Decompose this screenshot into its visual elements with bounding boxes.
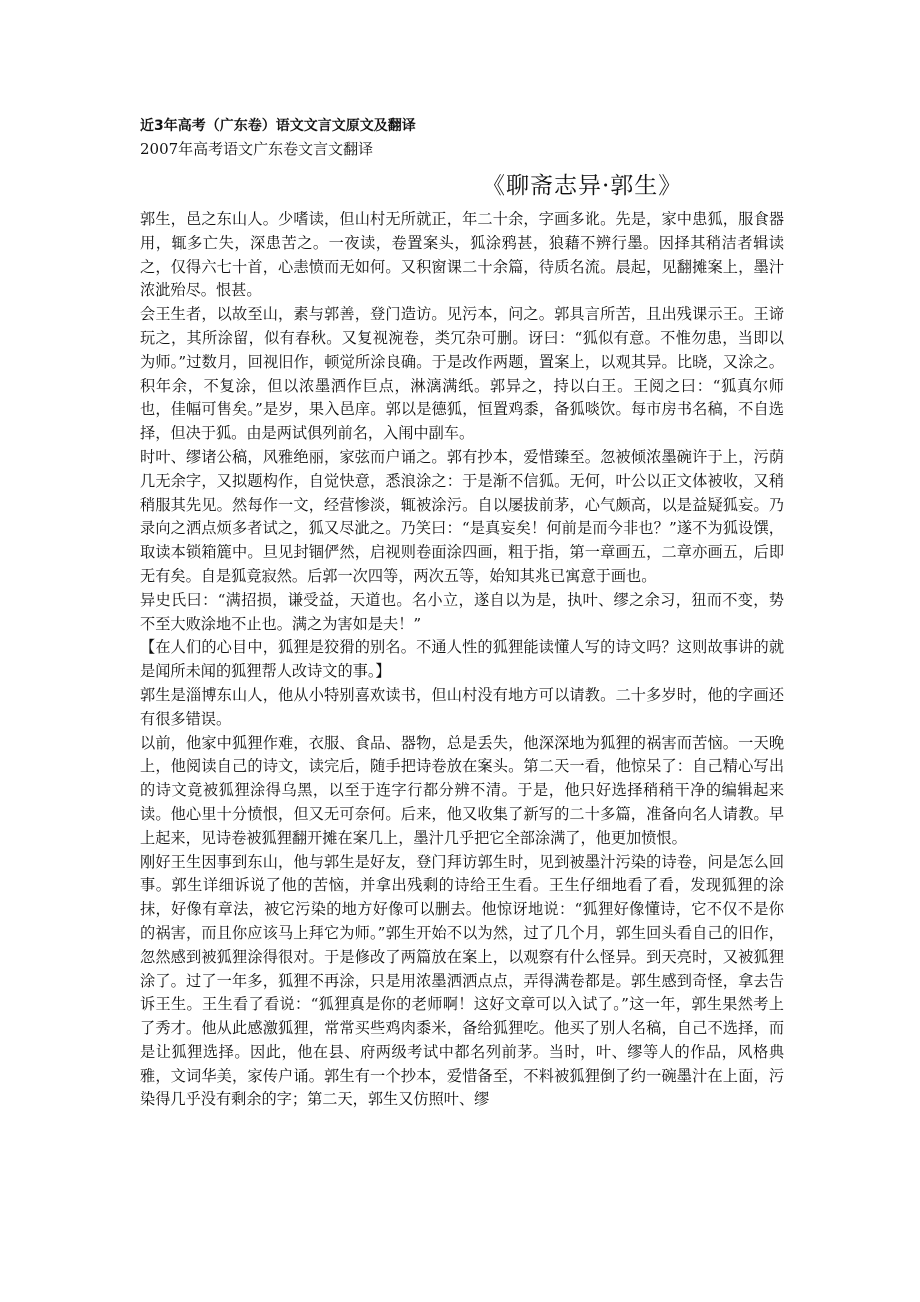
paragraph-translation-1: 郭生是淄博东山人，他从小特别喜欢读书，但山村没有地方可以请教。二十多岁时，他的字画还有很多错误。 <box>140 685 784 728</box>
collection-heading: 近3年高考（广东卷）语文文言文原文及翻译 <box>140 118 416 134</box>
paragraph-intro-note: 【在人们的心目中，狐狸是狡猾的别名。不通人性的狐狸能读懂人写的诗文吗？这则故事讲的就是闻所未闻的狐狸帮人改诗文的事。】 <box>140 638 784 681</box>
paragraph-original-1: 郭生，邑之东山人。少嗜读，但山村无所就正，年二十余，字画多讹。先是，家中患狐，服食器用，辄多亡失，深患苦之。一夜读，卷置案头，狐涂鸦甚，狼藉不辨行墨。因择其稍洁者辑读之，仅得六七十首，心恚愤而无如何。又积窗课二十余篇，待质名流。晨起，见翻摊案上，墨汁浓泚殆尽。恨甚。 <box>140 210 784 300</box>
section-subtitle: 2007年高考语文广东卷文言文翻译 <box>140 140 374 158</box>
paragraph-original-3: 时叶、缪诸公稿，风雅绝丽，家弦而户诵之。郭有抄本，爱惜臻至。忽被倾浓墨碗许于上，污荫几无余字，又拟题构作，自觉快意，悉浪涂之：于是渐不信狐。无何，叶公以正文体被收，又稍稍服其先见。然每作一文，经营惨淡，辄被涂污。自以屡拔前茅，心气颇高，以是益疑狐妄。乃录向之洒点烦多者试之，狐又尽泚之。乃笑曰：“是真妄矣！何前是而今非也？”遂不为狐设馔，取读本锁箱簏中。旦见封锢俨然，启视则卷面涂四画，粗于指，第一章画五，二章亦画五，后即无有矣。自是狐竟寂然。后郭一次四等，两次五等，始知其兆已寓意于画也。 <box>140 447 784 585</box>
document-title: 《聊斋志异·郭生》 <box>482 173 683 199</box>
paragraph-translation-2: 以前，他家中狐狸作难，衣服、食品、器物，总是丢失，他深深地为狐狸的祸害而苦恼。一天晚上，他阅读自己的诗文，读完后，随手把诗卷放在案头。第二天一看，他惊呆了：自己精心写出的诗文竟被狐狸涂得乌黑，以至于连字行都分辨不清。于是，他只好选择稍稍干净的编辑起来读。他心里十分愤恨，但又无可奈何。后来，他又收集了新写的二十多篇，准备向名人请教。早上起来，见诗卷被狐狸翻开摊在案几上，墨汁几乎把它全部涂满了，他更加愤恨。 <box>140 733 784 847</box>
paragraph-commentary: 异史氏曰：“满招损，谦受益，天道也。名小立，遂自以为是，执叶、缪之余习，狃而不变，势不至大败涂地不止也。满之为害如是夫！” <box>140 590 784 633</box>
body-text <box>140 208 784 1112</box>
paragraph-original-2: 会王生者，以故至山，素与郭善，登门造访。见污本，问之。郭具言所苦，且出残课示王。王谛玩之，其所涂留，似有春秋。又复视涴卷，类冗杂可删。讶曰：“狐似有意。不惟勿患，当即以为师。”过数月，回视旧作，顿觉所涂良确。于是改作两题，置案上，以观其异。比晓，又涂之。积年余，不复涂，但以浓墨洒作巨点，淋漓满纸。郭异之，持以白王。王阅之曰：“狐真尔师也，佳幅可售矣。”是岁，果入邑庠。郭以是德狐，恒置鸡黍，备狐啖饮。每市房书名稿，不自选择，但决于狐。由是两试俱列前名，入闱中副车。 <box>140 305 784 443</box>
paragraph-translation-3: 刚好王生因事到东山，他与郭生是好友，登门拜访郭生时，见到被墨汁污染的诗卷，问是怎么回事。郭生详细诉说了他的苦恼，并拿出残剩的诗给王生看。王生仔细地看了看，发现狐狸的涂抹，好像有章法，被它污染的地方好像可以删去。他惊讶地说：“狐狸好像懂诗，它不仅不是你的祸害，而且你应该马上拜它为师。”郭生开始不以为然，过了几个月，郭生回头看自己的旧作，忽然感到被狐狸涂得很对。于是修改了两篇放在案上，以观察有什么怪异。到天亮时，又被狐狸涂了。过了一年多，狐狸不再涂，只是用浓墨洒洒点点，弄得满卷都是。郭生感到奇怪，拿去告诉王生。王生看了看说：“狐狸真是你的老师啊！这好文章可以入试了。”这一年，郭生果然考上了秀才。他从此感激狐狸，常常买些鸡肉黍米，备给狐狸吃。他买了别人名稿，自己不选择，而是让狐狸选择。因此，他在县、府两级考试中都名列前茅。当时，叶、缪等人的作品，风格典雅，文词华美，家传户诵。郭生有一个抄本，爱惜备至，不料被狐狸倒了约一碗墨汁在上面，污染得几乎没有剩余的字；第二天，郭生又仿照叶、缪 <box>140 852 784 1109</box>
